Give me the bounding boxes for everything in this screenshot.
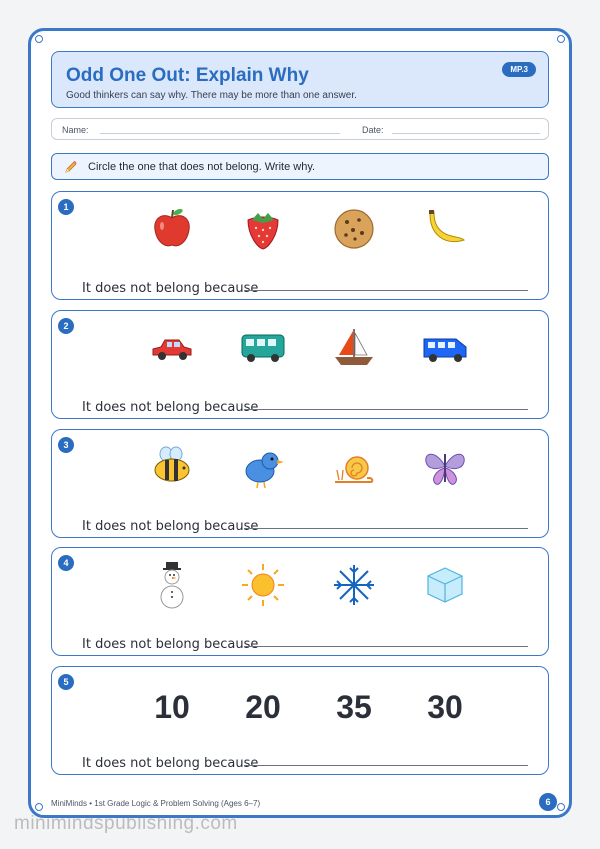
page-subtitle: Good thinkers can say why. There may be more than one answer.	[66, 90, 357, 101]
number-choice: 30	[427, 689, 463, 725]
name-date-bar	[51, 118, 549, 140]
number-choice: 20	[245, 689, 281, 725]
answer-line[interactable]	[244, 290, 528, 291]
corner-dot	[557, 35, 565, 43]
standard-badge: MP.3	[502, 62, 536, 77]
worksheet-page	[28, 28, 572, 818]
corner-dot	[35, 35, 43, 43]
answer-line[interactable]	[244, 409, 528, 410]
question-number: 4	[58, 555, 74, 571]
number-choice: 35	[336, 689, 372, 725]
apple-icon	[149, 206, 195, 252]
question-card-2	[51, 310, 549, 419]
van-icon	[422, 325, 468, 371]
date-label: Date:	[362, 125, 384, 135]
sailboat-icon	[331, 325, 377, 371]
ice-cube-icon	[422, 562, 468, 608]
watermark: minimindspublishing.com	[14, 813, 238, 834]
page-footer: MiniMinds • 1st Grade Logic & Problem Solving (Ages 6–7)	[51, 799, 261, 808]
car-icon	[149, 325, 195, 371]
question-card-3	[51, 429, 549, 538]
corner-dot	[557, 803, 565, 811]
name-field[interactable]	[100, 133, 340, 134]
question-number: 1	[58, 199, 74, 215]
because-prompt: It does not belong because	[82, 519, 259, 534]
name-label: Name:	[62, 125, 89, 135]
page-title: Odd One Out: Explain Why	[66, 65, 309, 86]
corner-dot	[35, 803, 43, 811]
banana-icon	[422, 206, 468, 252]
header-panel	[51, 51, 549, 108]
bee-icon	[149, 444, 195, 490]
question-number: 5	[58, 674, 74, 690]
because-prompt: It does not belong because	[82, 400, 259, 415]
snowman-icon	[149, 562, 195, 612]
sun-icon	[240, 562, 286, 608]
question-card-5	[51, 666, 549, 775]
page-number-badge: 6	[539, 793, 557, 811]
because-prompt: It does not belong because	[82, 281, 259, 296]
number-choice: 10	[154, 689, 190, 725]
snowflake-icon	[331, 562, 377, 608]
question-card-4	[51, 547, 549, 656]
pencil-icon	[64, 160, 78, 174]
snail-icon	[331, 444, 377, 490]
bus-icon	[240, 325, 286, 371]
instruction-text: Circle the one that does not belong. Write why.	[88, 161, 316, 173]
question-card-1	[51, 191, 549, 300]
because-prompt: It does not belong because	[82, 637, 259, 652]
answer-line[interactable]	[244, 528, 528, 529]
butterfly-icon	[422, 444, 468, 490]
answer-line[interactable]	[244, 646, 528, 647]
bird-icon	[240, 444, 286, 490]
question-number: 2	[58, 318, 74, 334]
instruction-bar	[51, 153, 549, 180]
question-number: 3	[58, 437, 74, 453]
strawberry-icon	[240, 206, 286, 252]
because-prompt: It does not belong because	[82, 756, 259, 771]
date-field[interactable]	[392, 133, 540, 134]
cookie-icon	[331, 206, 377, 252]
answer-line[interactable]	[244, 765, 528, 766]
